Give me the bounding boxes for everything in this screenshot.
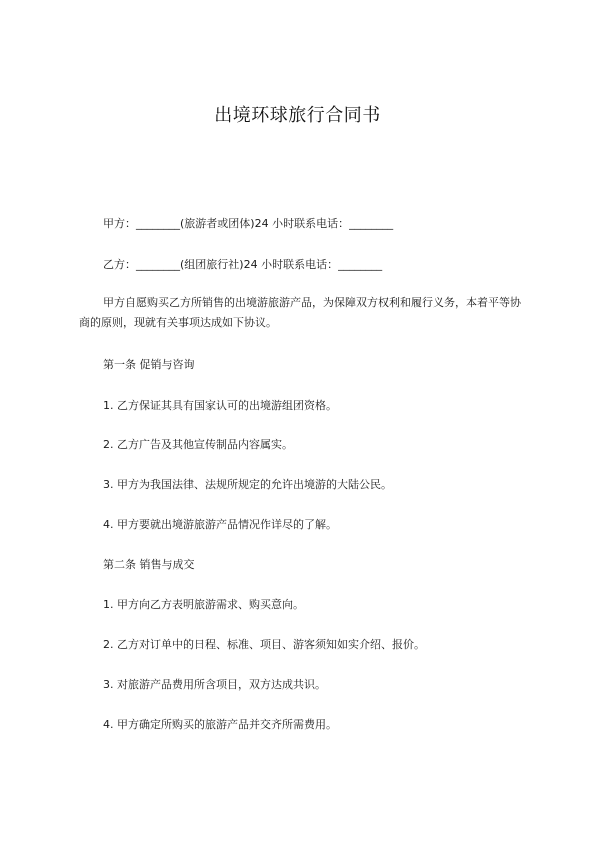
section-item: 1. 乙方保证其具有国家认可的出境游组团资格。 xyxy=(103,399,337,412)
party-a-line: 甲方：________(旅游者或团体)24 小时联系电话：________ xyxy=(103,217,394,230)
preamble-paragraph xyxy=(79,293,525,333)
section-item: 1. 甲方向乙方表明旅游需求、购买意向。 xyxy=(103,598,304,611)
section-item: 4. 甲方确定所购买的旅游产品并交齐所需费用。 xyxy=(103,718,337,731)
section-item: 2. 乙方对订单中的日程、标准、项目、游客须知如实介绍、报价。 xyxy=(103,638,425,651)
document-title: 出境环球旅行合同书 xyxy=(214,105,381,126)
section-item: 4. 甲方要就出境游旅游产品情况作详尽的了解。 xyxy=(103,518,337,531)
section-item: 3. 对旅游产品费用所含项目，双方达成共识。 xyxy=(103,678,326,691)
section-item: 3. 甲方为我国法律、法规所规定的允许出境游的大陆公民。 xyxy=(103,478,392,491)
party-b-line: 乙方：________(组团旅行社)24 小时联系电话：________ xyxy=(103,258,383,271)
section-item: 2. 乙方广告及其他宣传制品内容属实。 xyxy=(103,438,293,451)
section-heading: 第二条 销售与成交 xyxy=(103,558,195,571)
preamble-text: 甲方自愿购买乙方所销售的出境游旅游产品，为保障双方权利和履行义务，本着平等协商的原则，现就有关事项达成如下协议。 xyxy=(79,296,521,329)
section-heading: 第一条 促销与咨询 xyxy=(103,358,195,371)
